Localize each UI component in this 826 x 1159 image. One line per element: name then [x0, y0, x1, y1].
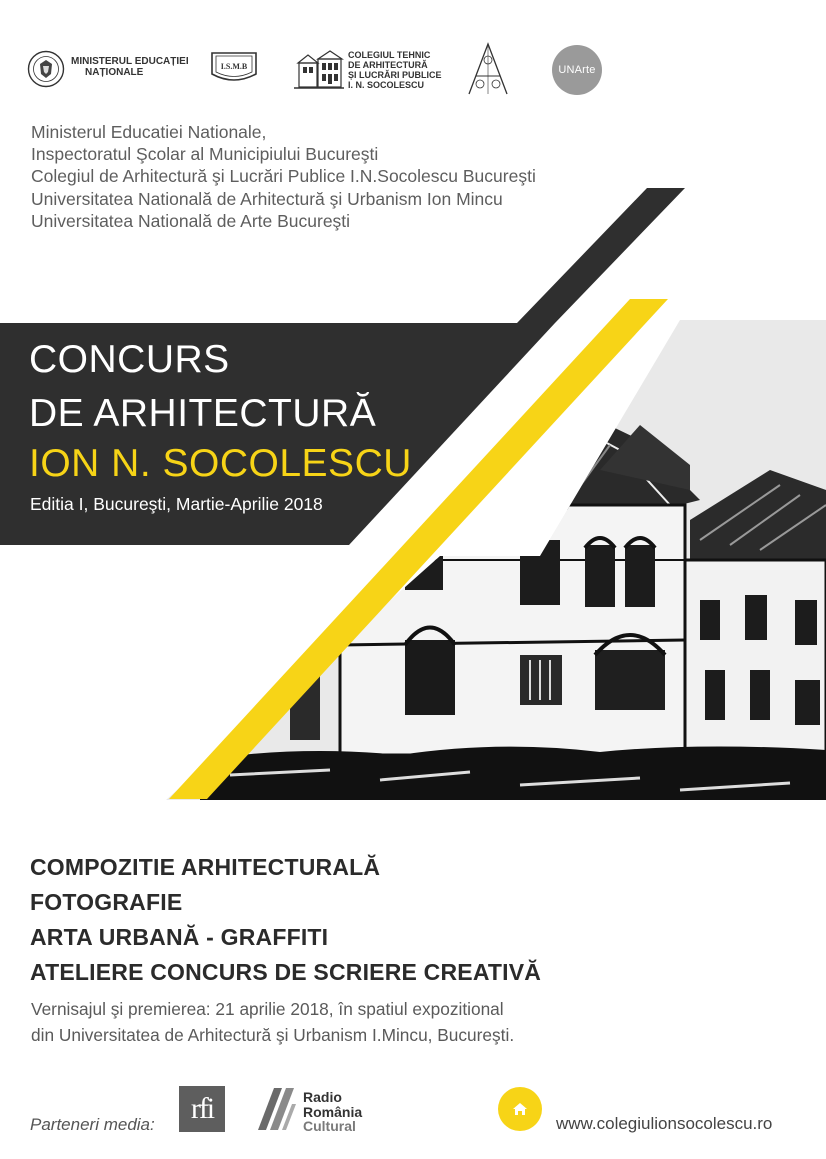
home-icon [512, 1101, 528, 1117]
organizer-line: Inspectoratul Şcolar al Municipiului Bucureşti [31, 144, 379, 165]
organizer-line: Colegiul de Arhitectură şi Lucrări Publice I.N.Socolescu Bucureşti [31, 166, 536, 187]
college-logo-text: COLEGIUL TEHNIC DE ARHITECTURĂ ȘI LUCRĂRI PUBLICE I. N. SOCOLESCU [348, 50, 442, 90]
discipline-item: COMPOZITIE ARHITECTURALĂ [30, 854, 381, 880]
title-line-3: ION N. SOCOLESCU [29, 442, 412, 485]
ismb-logo-text: I.S.M.B [220, 62, 248, 71]
organizer-line: Universitatea Natională de Arhitectură şi Urbanism Ion Mincu [31, 188, 503, 209]
website-link[interactable]: www.colegiulionsocolescu.ro [556, 1114, 773, 1133]
discipline-item: ATELIERE CONCURS DE SCRIERE CREATIVĂ [30, 959, 542, 985]
vernissage-text: Vernisajul şi premierea: 21 aprilie 2018, în spatiul expozitional din Universitatea de Arhitectură şi Urbanism I.Mincu, Bucureşti. [31, 999, 515, 1045]
disciplines-list [30, 850, 541, 990]
discipline-item: FOTOGRAFIE [30, 889, 183, 915]
organizer-line: Ministerul Educatiei Nationale, [31, 122, 267, 142]
home-button[interactable] [498, 1087, 542, 1131]
title-line-2: DE ARHITECTURĂ [29, 392, 377, 435]
discipline-item: ARTA URBANĂ - GRAFFITI [30, 924, 329, 950]
edition-text: Editia I, Bucureşti, Martie-Aprilie 2018 [30, 494, 323, 514]
unarte-logo: UNArte [552, 45, 602, 95]
radio-romania-cultural-text: Radio România Cultural [303, 1089, 363, 1134]
ministry-logo-text: MINISTERUL EDUCAȚIEI NAȚIONALE [71, 56, 189, 78]
radio-romania-cultural-icon[interactable] [254, 1086, 298, 1132]
partners-label: Parteneri media: [30, 1115, 155, 1134]
organizer-line: Universitatea Natională de Arte Bucureşti [31, 210, 351, 231]
title-line-1: CONCURS [29, 338, 230, 381]
rfi-logo[interactable]: rfi [179, 1086, 225, 1132]
